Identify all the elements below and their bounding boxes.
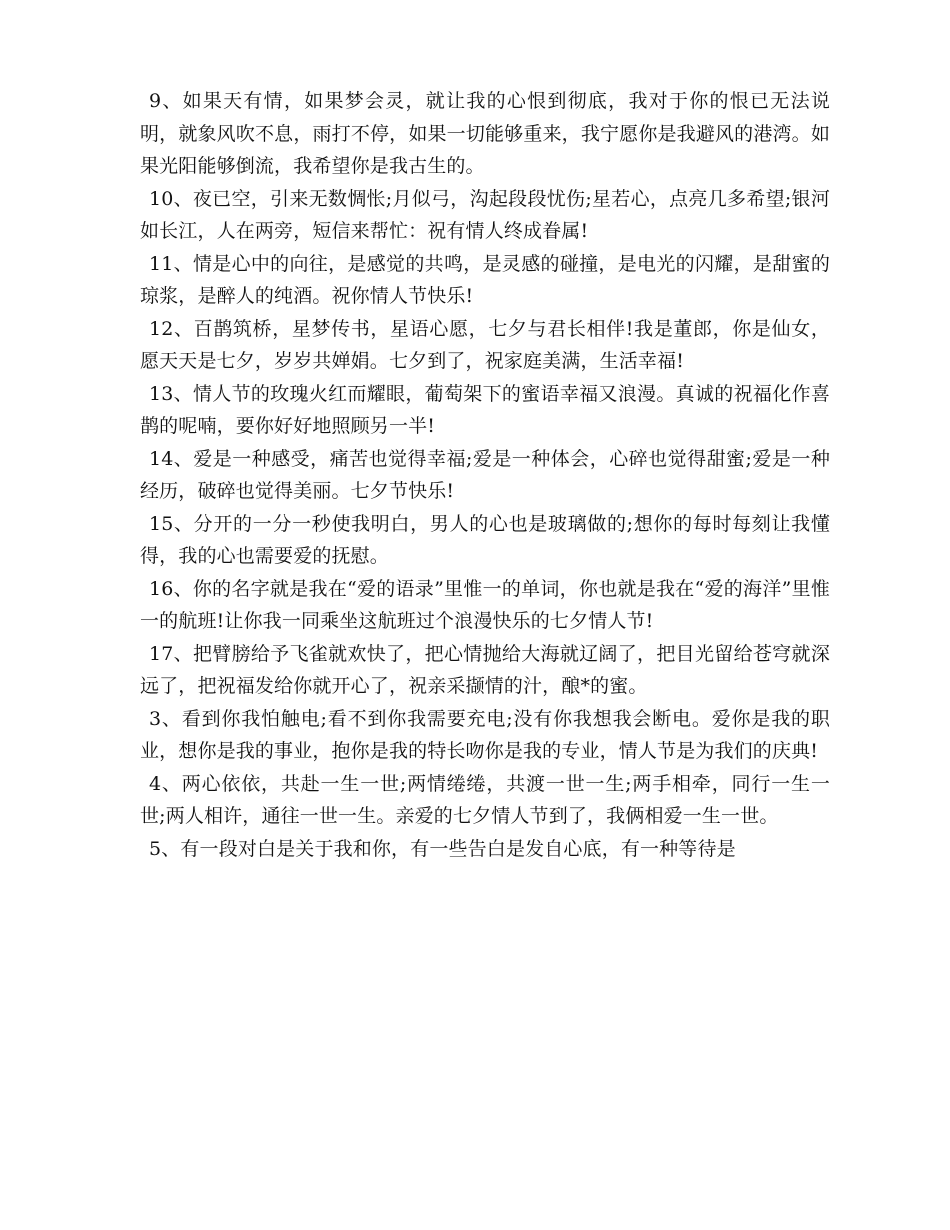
- paragraph-4: 4、两心依依，共赴一生一世;两情绻绻，共渡一世一生;两手相牵，同行一生一世;两人相许，通往一世一生。亲爱的七夕情人节到了，我俩相爱一生一世。: [140, 772, 830, 827]
- paragraph-9: 9、如果天有情，如果梦会灵，就让我的心恨到彻底，我对于你的恨已无法说明，就象风吹不息，雨打不停，如果一切能够重来，我宁愿你是我避风的港湾。如果光阳能够倒流，我希望你是我古生的。: [140, 90, 830, 177]
- paragraph-14: 14、爱是一种感受，痛苦也觉得幸福;爱是一种体会，心碎也觉得甜蜜;爱是一种经历，破碎也觉得美丽。七夕节快乐!: [140, 447, 830, 502]
- paragraph-13: 13、情人节的玫瑰火红而耀眼，葡萄架下的蜜语幸福又浪漫。真诚的祝福化作喜鹊的呢喃，要你好好地照顾另一半!: [140, 382, 830, 437]
- paragraph-17: 17、把臂膀给予飞雀就欢快了，把心情抛给大海就辽阔了，把目光留给苍穹就深远了，把祝福发给你就开心了，祝亲采撷情的汁，酿*的蜜。: [140, 642, 830, 697]
- paragraph-12: 12、百鹊筑桥，星梦传书，星语心愿，七夕与君长相伴!我是董郎，你是仙女，愿天天是七夕，岁岁共婵娟。七夕到了，祝家庭美满，生活幸福!: [140, 317, 830, 372]
- paragraph-5: 5、有一段对白是关于我和你，有一些告白是发自心底，有一种等待是: [149, 837, 736, 860]
- paragraph-16: 16、你的名字就是我在“爱的语录”里惟一的单词，你也就是我在“爱的海洋”里惟一的航班!让你我一同乘坐这航班过个浪漫快乐的七夕情人节!: [140, 577, 830, 632]
- paragraph-3: 3、看到你我怕触电;看不到你我需要充电;没有你我想我会断电。爱你是我的职业，想你是我的事业，抱你是我的特长吻你是我的专业，情人节是为我们的庆典!: [140, 707, 830, 762]
- paragraph-10: 10、夜已空，引来无数惆怅;月似弓，沟起段段忧伤;星若心，点亮几多希望;银河如长江，人在两旁，短信来帮忙：祝有情人终成眷属!: [140, 187, 830, 242]
- paragraph-15: 15、分开的一分一秒使我明白，男人的心也是玻璃做的;想你的每时每刻让我懂得，我的心也需要爱的抚慰。: [140, 512, 830, 567]
- paragraph-11: 11、情是心中的向往，是感觉的共鸣，是灵感的碰撞，是电光的闪耀，是甜蜜的琼浆，是醉人的纯酒。祝你情人节快乐!: [140, 252, 830, 307]
- document-page: [140, 85, 830, 865]
